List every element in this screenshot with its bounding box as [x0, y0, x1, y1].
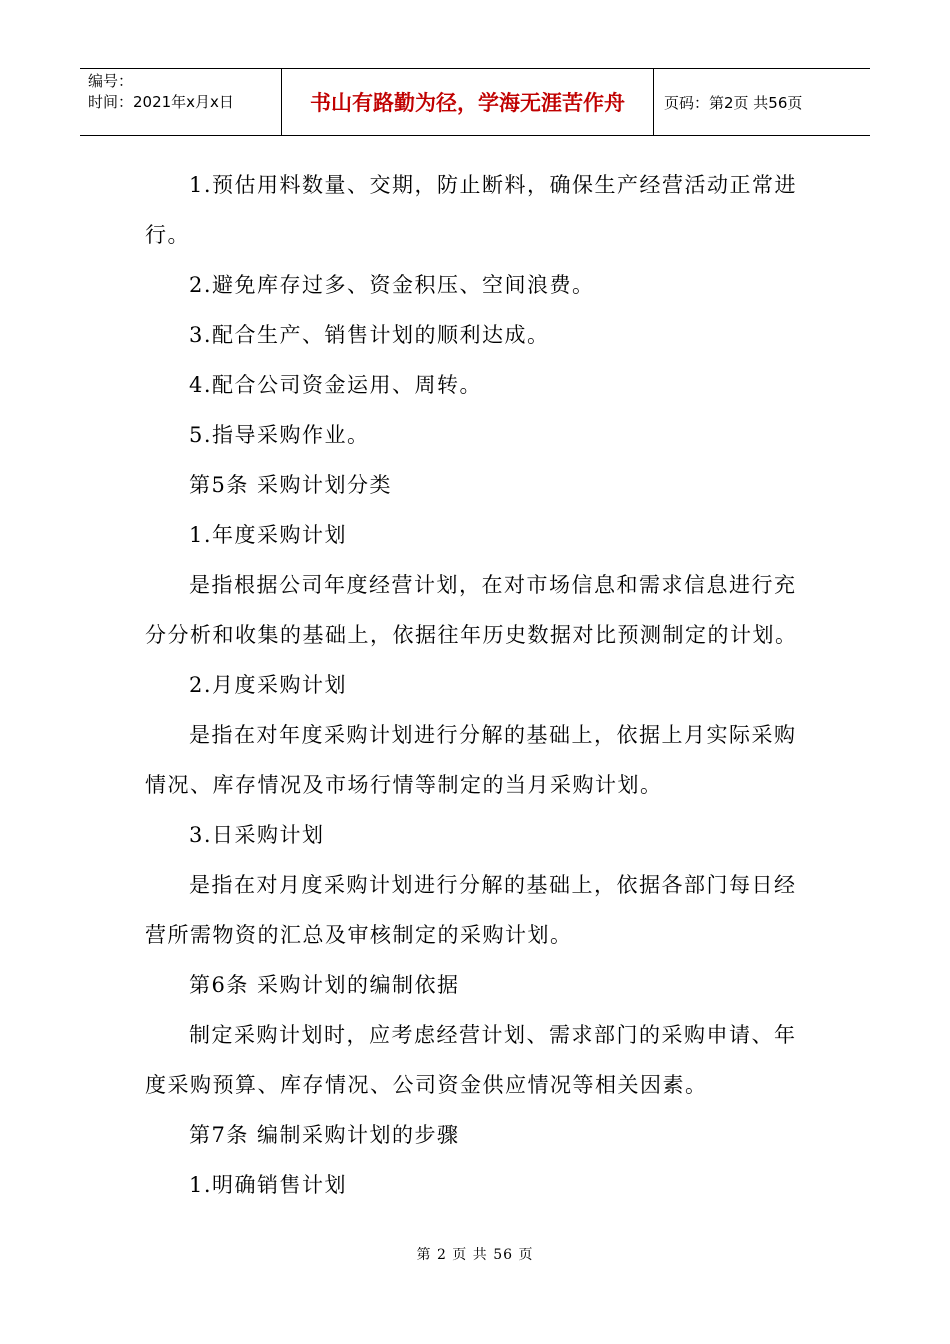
- header-motto: 书山有路勤为径，学海无涯苦作舟: [282, 69, 654, 135]
- header-meta-cell: [80, 69, 282, 135]
- document-number-label: 编号：: [88, 72, 134, 90]
- header-page-info: 页码：第2页 共56页: [664, 93, 803, 112]
- body-paragraph: 是指在对月度采购计划进行分解的基础上，依据各部门每日经营所需物资的汇总及审核制定的采购计划。: [145, 873, 797, 947]
- section-heading: 第7条 编制采购计划的步骤: [189, 1123, 460, 1147]
- subsection-heading: 2.月度采购计划: [189, 673, 348, 697]
- body-paragraph: 2.避免库存过多、资金积压、空间浪费。: [189, 273, 595, 297]
- document-body: [145, 160, 810, 1210]
- body-paragraph: 是指根据公司年度经营计划，在对市场信息和需求信息进行充分分析和收集的基础上，依据往年历史数据对比预测制定的计划。: [145, 573, 798, 647]
- page-footer: 第 2 页 共 56 页: [416, 1247, 534, 1263]
- subsection-heading: 1.明确销售计划: [189, 1173, 348, 1197]
- body-paragraph: 3.配合生产、销售计划的顺利达成。: [189, 323, 550, 347]
- section-heading: 第6条 采购计划的编制依据: [189, 973, 460, 997]
- page-header: [80, 68, 870, 136]
- subsection-heading: 1.年度采购计划: [189, 523, 348, 547]
- body-paragraph: 4.配合公司资金运用、周转。: [189, 373, 483, 397]
- subsection-heading: 3.日采购计划: [189, 823, 325, 847]
- body-paragraph: 制定采购计划时，应考虑经营计划、需求部门的采购申请、年度采购预算、库存情况、公司资金供应情况等相关因素。: [145, 1023, 797, 1097]
- section-heading: 第5条 采购计划分类: [189, 473, 393, 497]
- body-paragraph: 是指在对年度采购计划进行分解的基础上，依据上月实际采购情况、库存情况及市场行情等制定的当月采购计划。: [145, 723, 797, 797]
- body-paragraph: 5.指导采购作业。: [189, 423, 370, 447]
- body-paragraph: 1.预估用料数量、交期，防止断料，确保生产经营活动正常进行。: [145, 173, 798, 247]
- document-time-label: 时间：2021年x月x日: [88, 93, 234, 111]
